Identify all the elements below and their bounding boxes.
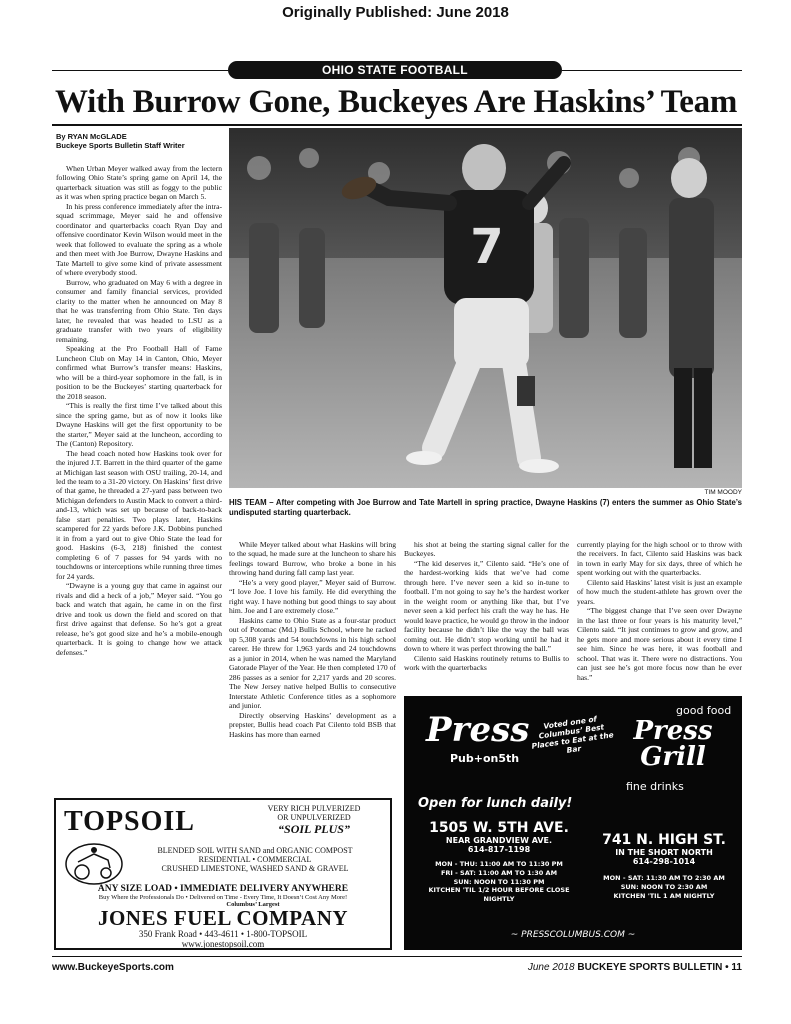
article-column-2 bbox=[229, 540, 396, 796]
kicker-rule-right bbox=[562, 70, 742, 71]
paragraph: “Dwayne is a young guy that came in against our rivals and did a heck of a job,” Meyer said. “You go back and watch that again, he came in on the first drive and took us down the field and scored on that first drive against that defense. So he’s got a great release, he’s got good size and he’s a mobile-enough quarterback. It is going to change how we attack defenses.” bbox=[56, 581, 222, 657]
paragraph: Directly observing Haskins’ development as a prepster, Bullis head coach Pat Cilento told BSB that Haskins has more than earned bbox=[229, 710, 396, 739]
press-website[interactable]: ~ PRESSCOLUMBUS.COM ~ bbox=[510, 930, 636, 940]
topsoil-line: CRUSHED LIMESTONE, WASHED SAND & GRAVEL bbox=[161, 864, 349, 873]
headline-rule bbox=[52, 124, 742, 126]
footer-website[interactable]: www.BuckeyeSports.com bbox=[52, 962, 174, 973]
byline-title: Buckeye Sports Bulletin Staff Writer bbox=[56, 141, 185, 151]
topsoil-address: 350 Frank Road • 443-4611 • 1-800-TOPSOIL bbox=[138, 929, 308, 939]
quarterback-photo-graphic bbox=[229, 128, 742, 488]
topsoil-header-text bbox=[246, 804, 382, 837]
byline-author: By RYAN McGLADE bbox=[56, 132, 127, 141]
topsoil-website: www.jonestopsoil.com bbox=[181, 939, 265, 949]
paragraph: Haskins came to Ohio State as a four-star product out of Potomac (Md.) Bullis School, where he racked up 5,308 yards and 54 touchdowns in his high school career. He threw for 1,963 yards and 24 touchdowns as a junior in 2014, when he was named the Maryland Gatorade Player of the Year. He then completed 170 of 286 passes as a senior for 2,217 yards and 20 scores. The New Jersey native helped Bullis to consecutive Interstate Athletic Conference titles as a sophomore and junior. bbox=[229, 615, 396, 711]
press-address-2: 741 N. HIGH ST. bbox=[602, 832, 726, 848]
topsoil-delivery: ANY SIZE LOAD • IMMEDIATE DELIVERY ANYWHERE bbox=[97, 884, 349, 894]
topsoil-slogan: “SOIL PLUS” bbox=[278, 822, 350, 836]
topsoil-line: BLENDED SOIL WITH SAND and ORGANIC COMPOST bbox=[157, 846, 353, 855]
press-hours: SUN: NOON TO 11:30 PM bbox=[453, 877, 545, 886]
paragraph: The head coach noted how Haskins took over for the injured J.T. Barrett in the third quarter of the game at Michigan last season with OSU trailing, 20-14, and led the team to a 31-20 victory. On Haskins’ first drive of that game, he threaded a 27-yard pass between two Michigan defenders to Austin Mack to convert a third-and-13, which was set up because of back-to-back false start penalties. Two plays later, Haskins scampered for 22 yards before J.K. Dobbins punched it in from a yard out to give Ohio State the lead for good. Haskins (6-3, 218) finished the contest completing 6 of 7 passes for 94 yards with no touchdowns or interceptions while running three times for 24 yards. bbox=[56, 448, 222, 581]
photo-credit: TIM MOODY bbox=[704, 489, 742, 496]
topsoil-details bbox=[126, 846, 384, 873]
press-good-food: good food bbox=[676, 704, 732, 717]
press-hours: KITCHEN 'TIL 1/2 HOUR BEFORE CLOSE NIGHTLY bbox=[428, 886, 570, 904]
press-address-2-sub: IN THE SHORT NORTH bbox=[615, 848, 713, 857]
section-kicker: OHIO STATE FOOTBALL bbox=[228, 61, 562, 79]
press-grill-logo: Press Grill bbox=[633, 716, 713, 772]
topsoil-advertisement bbox=[54, 798, 392, 950]
topsoil-company: JONES FUEL COMPANY bbox=[97, 906, 349, 930]
paragraph: Burrow, who graduated on May 6 with a degree in consumer and family financial services, provided clarity to the matter when he announced on May 8 that he was transferring from Ohio State. Ten days later, he revealed that was headed to LSU as a graduate transfer with two years of eligibility remaining. bbox=[56, 277, 222, 344]
kicker-rule-left bbox=[52, 70, 228, 71]
press-lunch: Open for lunch daily! bbox=[418, 796, 573, 811]
press-hours: KITCHEN 'TIL 1 AM NIGHTLY bbox=[613, 891, 715, 900]
press-hours: MON - THU: 11:00 AM TO 11:30 PM bbox=[435, 860, 563, 868]
article-column-4 bbox=[577, 540, 742, 692]
paragraph: “The kid deserves it,” Cilento said. “He’s one of the hardest-working kids that we’ve had come through here. I’ve never seen a kid so in-tune to football. I’m not going to say he’s the hardest worker in the weight room or anything like that, but I’ve never seen a kid perfect his craft the way he has. He would leave practice, he would go throw in the indoor facility because he didn’t like the way the ball was coming out. He didn’t stop working until he had it down to where it was perfect throwing the ball.” bbox=[404, 558, 569, 654]
article-column-3 bbox=[404, 540, 569, 692]
article-photo bbox=[229, 128, 742, 488]
topsoil-line: Buy Where the Professionals Do • Delivered on Time - Every Time, It Doesn’t Cost Any More! bbox=[98, 894, 348, 901]
paragraph: In his press conference immediately after the intra-squad scrimmage, Meyer said he and offensive coordinator and quarterbacks coach Ryan Day and offensive coordinator Kevin Wilson would meet in the week that followed to evaluate the spring as a whole and then meet with Joe Burrow, Dwayne Haskins and Tate Martell to give some kind of private assessment of where everybody stood. bbox=[56, 201, 222, 278]
paragraph: When Urban Meyer walked away from the lectern following Ohio State’s spring game on April 14, the quarterback situation was still as foggy to the public as it was when spring practice began on March 5. bbox=[56, 164, 222, 202]
svg-text:7: 7 bbox=[470, 219, 504, 275]
topsoil-line: VERY RICH PULVERIZED bbox=[267, 804, 361, 813]
topsoil-footer bbox=[60, 884, 386, 949]
paragraph: “He’s a very good player,” Meyer said of Burrow. “I love Joe. I love his family. He did everything the right way. I have nothing but good things to say about him. Joe and I are extremely close.” bbox=[229, 577, 396, 616]
press-hours: MON - SAT: 11:30 AM TO 2:30 AM bbox=[603, 874, 725, 882]
press-pub-logo: Press bbox=[426, 710, 530, 750]
published-line: Originally Published: June 2018 bbox=[282, 4, 509, 21]
paragraph: his shot at being the starting signal caller for the Buckeyes. bbox=[404, 540, 569, 559]
footer-publication: BUCKEYE SPORTS BULLETIN • 11 bbox=[577, 962, 742, 973]
paragraph: “This is really the first time I’ve talked about this since the spring game, but as of now it looks like Dwayne Haskins will get the first opportunity to be the starter,” Meyer said at the luncheon, according to The (Canton) Repository. bbox=[56, 401, 222, 449]
press-location-2 bbox=[594, 832, 734, 900]
topsoil-title: TOPSOIL bbox=[64, 806, 195, 837]
byline bbox=[56, 132, 185, 151]
topsoil-line: RESIDENTIAL • COMMERCIAL bbox=[198, 855, 312, 864]
press-voted-blurb: Voted one of Columbus’ Best Places to Eat at the Bar bbox=[531, 714, 615, 755]
press-advertisement bbox=[404, 696, 742, 950]
press-fine-drinks: fine drinks bbox=[626, 780, 684, 793]
press-phone-1: 614-817-1198 bbox=[467, 845, 531, 854]
farmer-tractor-icon bbox=[64, 840, 124, 886]
footer-folio bbox=[494, 962, 742, 973]
article-column-1 bbox=[56, 164, 222, 794]
press-pub-sublogo: Pub+on5th bbox=[450, 752, 520, 765]
photo-caption: HIS TEAM – After competing with Joe Burrow and Tate Martell in spring practice, Dwayne Haskins (7) enters the summer as Ohio State’s undisputed starting quarterback. bbox=[229, 498, 742, 518]
paragraph: “The biggest change that I’ve seen over Dwayne in the last three or four years is his maturity level,” Cilento said. “It just continues to grow and grow, and he gets more and more serious about it every time I see him. Since he was here, it was football and school. That was it. There were no distractions. You can just see he’s got more focus now than he ever has.” bbox=[577, 606, 742, 682]
paragraph: Speaking at the Pro Football Hall of Fame Luncheon Club on May 14 in Canton, Ohio, Meyer confirmed what Burrow’s transfer means: Haskins, who will be a third-year sophomore in the fall, is in position to be the Buckeyes’ starting quarterback for the 2018 season. bbox=[56, 344, 222, 401]
paragraph: Cilento said Haskins’ latest visit is just an example of how much the student-athlete has grown over the years. bbox=[577, 577, 742, 606]
footer-date: June 2018 bbox=[527, 962, 578, 973]
press-location-1 bbox=[424, 820, 574, 904]
headline: With Burrow Gone, Buckeyes Are Haskins’ Team bbox=[54, 84, 738, 120]
paragraph: currently playing for the high school or to throw with the receivers. In fact, Cilento said Haskins was back in town in early May for six days, three of which he spent working out with the quarterbacks. bbox=[577, 540, 742, 578]
paragraph: While Meyer talked about what Haskins will bring to the squad, he made sure at the luncheon to share his feelings toward Burrow, who broke a bone in his throwing hand during fall camp last year. bbox=[229, 540, 396, 578]
topsoil-line: OR UNPULVERIZED bbox=[277, 813, 351, 822]
topsoil-line: Columbus’ Largest bbox=[226, 901, 280, 908]
paragraph: Cilento said Haskins routinely returns to Bullis to work with the quarterbacks bbox=[404, 653, 569, 673]
footer-rule bbox=[52, 956, 742, 957]
press-hours: FRI - SAT: 11:00 AM TO 1:30 AM bbox=[440, 868, 558, 877]
press-phone-2: 614-298-1014 bbox=[632, 857, 696, 866]
press-hours: SUN: NOON TO 2:30 AM bbox=[620, 882, 708, 891]
press-address-1-sub: NEAR GRANDVIEW AVE. bbox=[445, 836, 553, 845]
press-address-1: 1505 W. 5TH AVE. bbox=[429, 820, 569, 836]
